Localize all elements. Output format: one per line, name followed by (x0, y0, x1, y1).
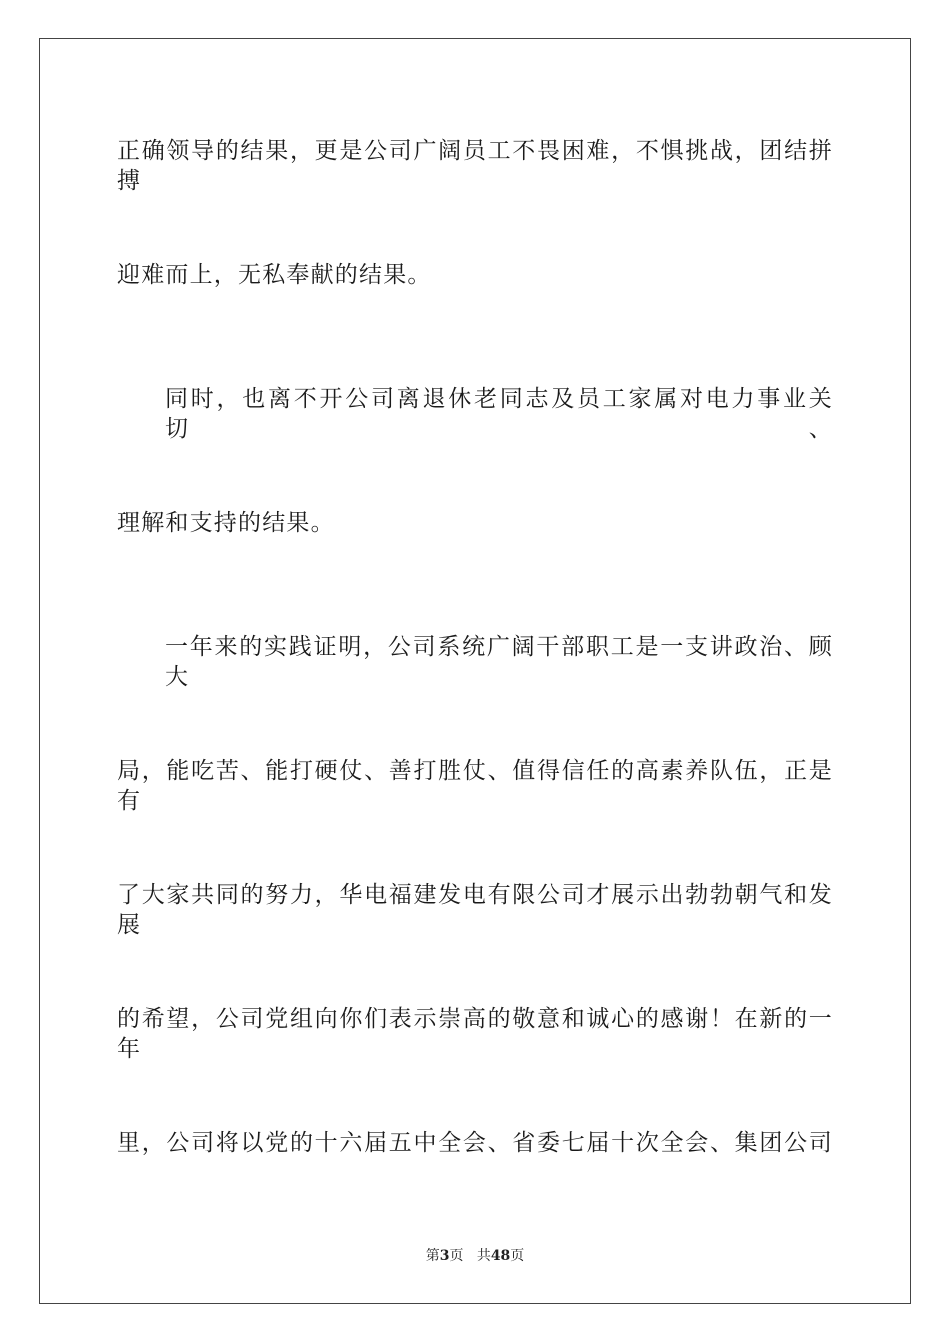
total-suffix: 页 (510, 1248, 525, 1264)
text-line: 里，公司将以党的十六届五中全会、省委七届十次全会、集团公司 (117, 1130, 833, 1156)
page-suffix: 页 (449, 1248, 464, 1264)
text-line: 局，能吃苦、能打硬仗、善打胜仗、值得信任的高素养队伍，正是有 (117, 758, 833, 814)
total-pages: 48 (490, 1248, 511, 1264)
text-line: 一年来的实践证明，公司系统广阔干部职工是一支讲政治、顾大 (165, 634, 833, 690)
page-number: 3 (439, 1248, 450, 1264)
text-line: 的希望，公司党组向你们表示崇高的敬意和诚心的感谢！在新的一年 (117, 1006, 833, 1062)
text-line: 理解和支持的结果。 (117, 510, 335, 536)
text-line: 了大家共同的努力，华电福建发电有限公司才展示出勃勃朝气和发展 (117, 882, 833, 938)
text-line: 迎难而上，无私奉献的结果。 (117, 262, 432, 288)
page-footer (0, 1247, 950, 1265)
text-line: 正确领导的结果，更是公司广阔员工不畏困难，不惧挑战，团结拼搏 (117, 138, 833, 194)
text-line: 同时，也离不开公司离退休老同志及员工家属对电力事业关切、 (165, 386, 833, 442)
page-prefix: 第 (425, 1248, 440, 1264)
total-prefix: 共 (476, 1248, 491, 1264)
